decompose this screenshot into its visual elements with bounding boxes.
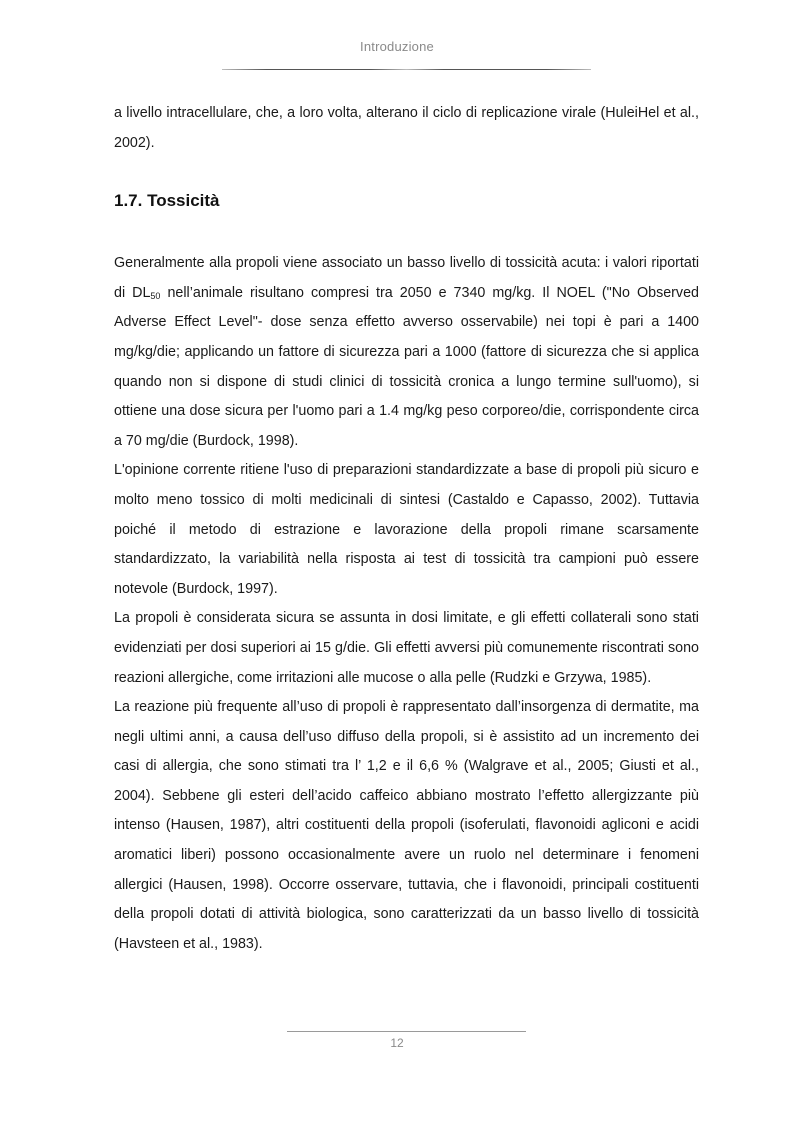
- page-number: 12: [390, 1036, 404, 1050]
- paragraph-standardization: L'opinione corrente ritiene l'uso di preparazioni standardizzate a base di propoli più sicuro e molto meno tossico di molti medicinali di sintesi (Castaldo e Capasso, 2002). Tuttavia poiché il metodo di estrazione e lavorazione della propoli rimane scarsamente standardizzato, la variabilità nella risposta ai test di tossicità tra campioni può essere notevole (Burdock, 1997).: [114, 462, 699, 597]
- paragraph-toxicity-values: [114, 249, 699, 456]
- spacer: [114, 158, 699, 186]
- intro-paragraph: a livello intracellulare, che, a loro volta, alterano il ciclo di replicazione virale (HuleiHel et al., 2002).: [114, 105, 699, 151]
- running-header: Introduzione: [360, 39, 434, 54]
- paragraph-text: nell’animale risultano compresi tra 2050 e 7340 mg/kg. Il NOEL ("No Observed Adverse Effect Level"- dose senza effetto avverso osservabile) nei topi è pari a 1400 mg/kg/die; applicando un fattore di sicurezza pari a 1000 (fattore di sicurezza che si applica quando non si dispone di studi clinici di tossicità cronica a lungo termine sull'uomo), si ottiene una dose sicura per l'uomo pari a 1.4 mg/kg peso corporeo/die, corrispondente circa a 70 mg/die (Burdock, 1998).: [114, 284, 699, 449]
- footer-rule: [287, 1031, 526, 1032]
- paragraph-allergy: La reazione più frequente all’uso di propoli è rappresentato dall’insorgenza di dermatite, ma negli ultimi anni, a causa dell’uso diffuso della propoli, si è assistito ad un incremento dei casi di allergia, che sono stimati tra l’ 1,2 e il 6,6 % (Walgrave et al., 2005; Giusti et al., 2004). Sebbene gli esteri dell’acido caffeico abbiano mostrato l’effetto allergizzante più intenso (Hausen, 1987), altri costituenti della propoli (isoferulati, flavonoidi agliconi e acidi aromatici liberi) possono occasionalmente avere un ruolo nel determinare i fenomeni allergici (Hausen, 1998). Occorre osservare, tuttavia, che i flavonoidi, principali costituenti della propoli dotati di attività biologica, sono caratterizzati da un basso livello di tossicità (Havsteen et al., 1983).: [114, 699, 699, 952]
- paragraph-safety: La propoli è considerata sicura se assunta in dosi limitate, e gli effetti collaterali sono stati evidenziati per dosi superiori ai 15 g/die. Gli effetti avversi più comunemente riscontrati sono reazioni allergiche, come irritazioni alle mucose o alla pelle (Rudzki e Grzywa, 1985).: [114, 610, 699, 686]
- paragraph-text: Generalmente alla propoli viene associato un basso livello di tossicità acuta: i valori riportati di DL: [114, 255, 699, 301]
- spacer: [114, 216, 699, 249]
- subscript-50: 50: [150, 290, 161, 301]
- section-heading: 1.7. Tossicità: [114, 191, 220, 211]
- page-body: [114, 99, 699, 959]
- header-rule: [222, 69, 591, 70]
